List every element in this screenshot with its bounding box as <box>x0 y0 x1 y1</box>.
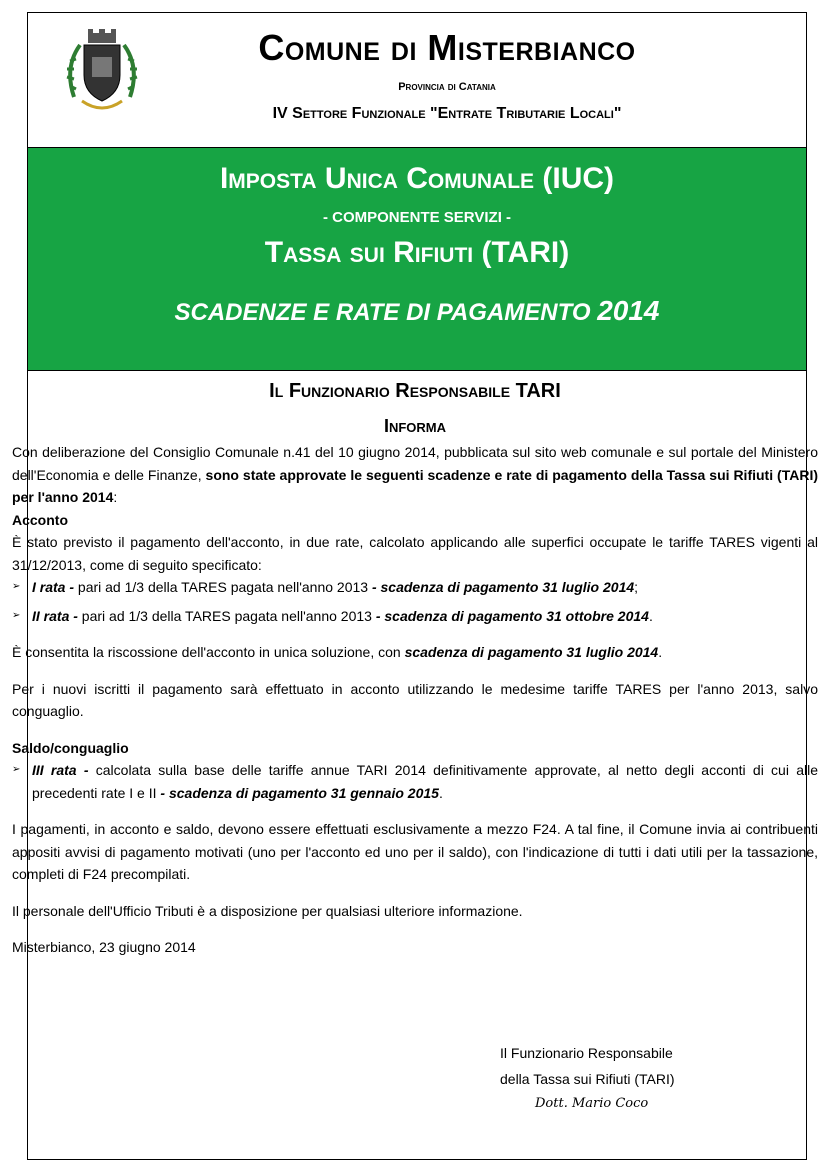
list-item-rata-1 <box>12 576 818 599</box>
signature-line-2: della Tassa sui Rifiuti (TARI) <box>500 1071 675 1087</box>
title-banner <box>28 148 806 371</box>
rata2-end: . <box>648 607 653 624</box>
banner-componente: - COMPONENTE SERVIZI - <box>322 209 512 226</box>
acconto-paragraph: È stato previsto il pagamento dell'acconto, in due rate, calcolato applicando alle superfici occupate le tariffe TARES vigenti al 31/12/2013, come di seguito specificato: <box>12 534 818 573</box>
settore: IV Settore Funzionale "Entrate Tributarie Locali" <box>272 105 622 122</box>
intro-a: Con deliberazione del Consiglio Comunale n.41 del 10 giugno 2014, pubblicata sul sito web comunale e sul portale del Ministero dell'Economia e delle Finanze, <box>12 444 818 483</box>
unica-b: scadenza di pagamento 31 luglio 2014 <box>404 644 659 660</box>
letterhead <box>28 13 806 148</box>
rata2-due: - scadenza di pagamento 31 ottobre 2014 <box>375 607 649 624</box>
signature-name: Dott. Mario Coco <box>535 1096 649 1111</box>
rata3-text: calcolata sulla base delle tariffe annue TARI 2014 definitivamente approvate, al netto degli acconti di cui alle precedenti rate I e II <box>32 762 818 801</box>
rata1-text: pari ad 1/3 della TARES pagata nell'anno 2013 <box>74 579 372 595</box>
comune-name: Comune di Misterbianco <box>258 27 636 68</box>
personale-paragraph: Il personale dell'Ufficio Tributi è a disposizione per qualsiasi ulteriore informazione. <box>12 902 523 919</box>
signature-line-1: Il Funzionario Responsabile <box>500 1045 673 1061</box>
acconto-heading: Acconto <box>12 511 68 528</box>
intro-b: sono state approvate le seguenti scadenze e rate di pagamento della Tassa sui Rifiuti (TARI) per l'anno 2014 <box>12 466 818 505</box>
unica-c: . <box>658 644 663 660</box>
list-item-rata-3 <box>12 759 818 804</box>
intro-c: : <box>113 489 118 505</box>
arrow-bullet-icon: ➢ <box>12 609 21 621</box>
rata1-due: - scadenza di pagamento 31 luglio 2014 <box>371 579 635 595</box>
unica-paragraph <box>12 641 818 664</box>
notice-body <box>12 368 818 959</box>
banner-year: 2014 <box>597 295 660 326</box>
unica-a: È consentita la riscossione dell'acconto in unica soluzione, con <box>12 644 405 660</box>
list-item-rata-2 <box>12 605 818 628</box>
informa-heading: Informa <box>383 415 447 436</box>
rata3-end: . <box>438 784 443 801</box>
arrow-bullet-icon: ➢ <box>12 764 21 775</box>
signature-block <box>500 1040 675 1092</box>
banner-iuc: Imposta Unica Comunale (IUC) <box>219 162 615 195</box>
intro-paragraph <box>12 441 818 509</box>
banner-tari: Tassa sui Rifiuti (TARI) <box>264 236 570 269</box>
rata2-text: pari ad 1/3 della TARES pagata nell'anno 2013 <box>77 607 376 624</box>
rata1-label: I rata - <box>32 579 75 595</box>
date-line: Misterbianco, 23 giugno 2014 <box>12 939 196 955</box>
rata3-due: - scadenza di pagamento 31 gennaio 2015 <box>160 784 439 801</box>
provincia: Provincia di Catania <box>398 81 496 93</box>
saldo-heading: Saldo/conguaglio <box>12 739 129 756</box>
notice-title: Il Funzionario Responsabile TARI <box>269 380 561 402</box>
rata1-end: ; <box>634 579 639 595</box>
rata3-label: III rata - <box>32 762 89 778</box>
pagamenti-paragraph: I pagamenti, in acconto e saldo, devono essere effettuati esclusivamente a mezzo F24. A tal fine, il Comune invia ai contribuenti appositi avvisi di pagamento motivati (uno per l'acconto ed uno per il saldo), con l'indicazione di tutti i dati utili per la tassazione, completi di F24 precompilati. <box>12 821 818 882</box>
arrow-bullet-icon: ➢ <box>12 581 21 592</box>
rata2-label: II rata - <box>32 607 78 624</box>
banner-scadenze <box>28 295 806 327</box>
nuovi-paragraph: Per i nuovi iscritti il pagamento sarà effettuato in acconto utilizzando le medesime tariffe TARES per l'anno 2013, salvo conguaglio. <box>12 680 818 719</box>
banner-scadenze-text: SCADENZE E RATE DI PAGAMENTO <box>174 299 598 326</box>
